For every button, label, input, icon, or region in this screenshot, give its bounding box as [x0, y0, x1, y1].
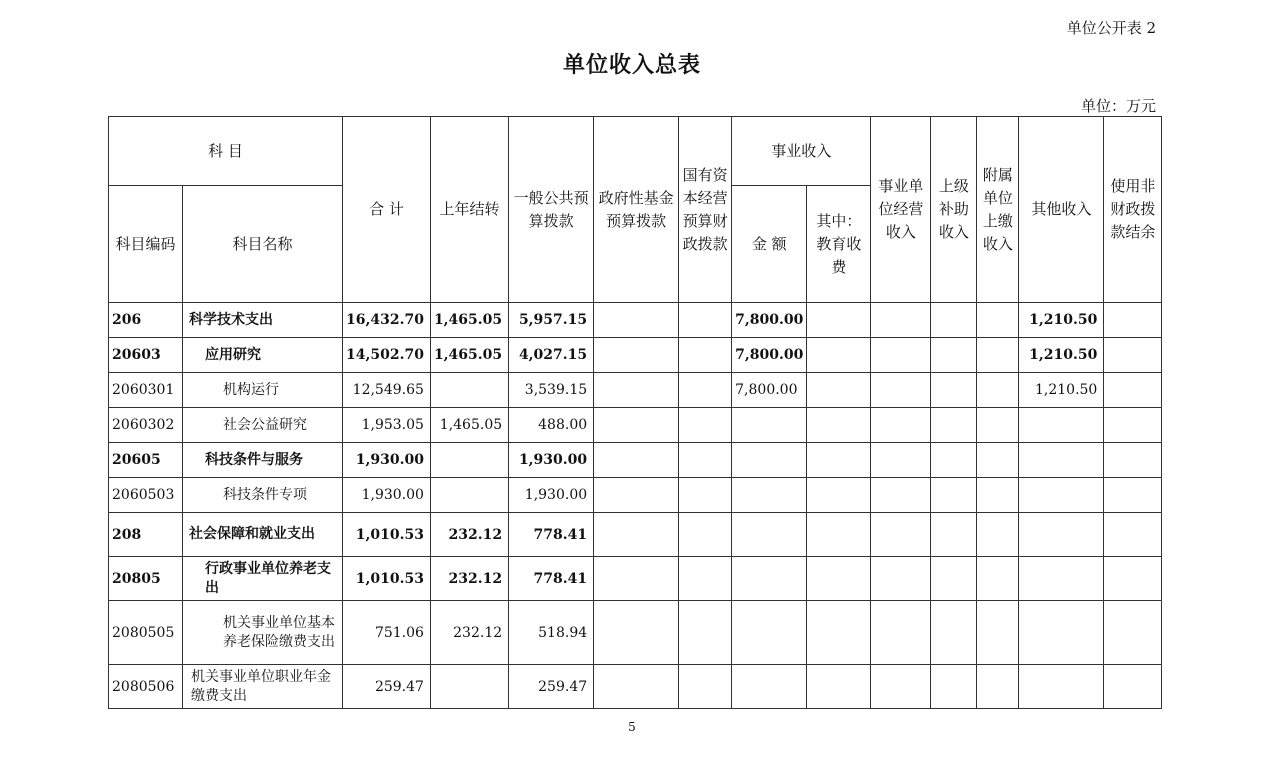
cell-state-capital [679, 513, 732, 557]
cell-general: 5,957.15 [509, 303, 594, 338]
document-label: 单位公开表 2 [1066, 19, 1156, 37]
cell-affiliated [977, 601, 1019, 665]
header-superior-subsidy: 上级补助收入 [931, 117, 977, 303]
income-summary-table [108, 116, 1162, 709]
cell-name: 科技条件与服务 [183, 443, 343, 478]
cell-edu-fee [807, 303, 871, 338]
cell-affiliated [977, 665, 1019, 709]
page-title: 单位收入总表 [562, 53, 701, 78]
cell-superior [931, 408, 977, 443]
table-header [109, 117, 1162, 303]
cell-state-capital [679, 408, 732, 443]
header-amount: 金 额 [732, 186, 807, 303]
cell-carryover [430, 665, 508, 709]
cell-state-capital [679, 303, 732, 338]
header-non-fiscal-balance: 使用非财政拨款结余 [1104, 117, 1162, 303]
table-row [109, 373, 1162, 408]
cell-operating [871, 557, 931, 601]
cell-operating [871, 665, 931, 709]
cell-general: 778.41 [509, 557, 594, 601]
header-subject: 科 目 [109, 117, 343, 186]
cell-edu-fee [807, 408, 871, 443]
cell-state-capital [679, 443, 732, 478]
cell-general: 778.41 [509, 513, 594, 557]
cell-gov-fund [594, 601, 679, 665]
header-code: 科目编码 [109, 186, 183, 303]
cell-name: 科学技术支出 [183, 303, 343, 338]
cell-name: 行政事业单位养老支出 [183, 557, 343, 601]
cell-carryover: 1,465.05 [430, 408, 508, 443]
cell-affiliated [977, 557, 1019, 601]
cell-state-capital [679, 557, 732, 601]
table-row [109, 665, 1162, 709]
cell-edu-fee [807, 557, 871, 601]
cell-carryover: 232.12 [430, 513, 508, 557]
header-total: 合 计 [343, 117, 431, 303]
cell-affiliated [977, 443, 1019, 478]
cell-other: 1,210.50 [1019, 338, 1104, 373]
cell-carryover: 232.12 [430, 601, 508, 665]
cell-other [1019, 513, 1104, 557]
cell-total: 751.06 [343, 601, 431, 665]
cell-edu-fee [807, 478, 871, 513]
table-row [109, 478, 1162, 513]
cell-name: 机关事业单位职业年金缴费支出 [183, 665, 343, 709]
cell-operating [871, 373, 931, 408]
cell-total: 16,432.70 [343, 303, 431, 338]
cell-balance [1104, 478, 1162, 513]
cell-amount [732, 478, 807, 513]
cell-balance [1104, 513, 1162, 557]
cell-carryover [430, 478, 508, 513]
cell-state-capital [679, 601, 732, 665]
cell-affiliated [977, 408, 1019, 443]
cell-superior [931, 513, 977, 557]
cell-superior [931, 443, 977, 478]
cell-carryover: 1,465.05 [430, 338, 508, 373]
cell-amount [732, 513, 807, 557]
cell-general: 488.00 [509, 408, 594, 443]
cell-total: 259.47 [343, 665, 431, 709]
cell-other [1019, 557, 1104, 601]
cell-other [1019, 601, 1104, 665]
cell-amount [732, 443, 807, 478]
cell-operating [871, 513, 931, 557]
cell-other [1019, 665, 1104, 709]
cell-state-capital [679, 373, 732, 408]
cell-general: 1,930.00 [509, 478, 594, 513]
cell-edu-fee [807, 338, 871, 373]
header-state-capital: 国有资本经营预算财政拨款 [679, 117, 732, 303]
cell-balance [1104, 665, 1162, 709]
cell-code: 2060301 [109, 373, 183, 408]
cell-superior [931, 665, 977, 709]
cell-operating [871, 601, 931, 665]
cell-gov-fund [594, 443, 679, 478]
cell-other [1019, 408, 1104, 443]
cell-gov-fund [594, 513, 679, 557]
table-row [109, 601, 1162, 665]
cell-operating [871, 408, 931, 443]
cell-total: 1,010.53 [343, 513, 431, 557]
cell-affiliated [977, 338, 1019, 373]
header-edu-fee: 其中：教育收费 [807, 186, 871, 303]
table-body [109, 303, 1162, 709]
cell-code: 2080506 [109, 665, 183, 709]
header-gov-fund: 政府性基金预算拨款 [594, 117, 679, 303]
cell-total: 12,549.65 [343, 373, 431, 408]
header-name: 科目名称 [183, 186, 343, 303]
cell-balance [1104, 303, 1162, 338]
cell-carryover: 232.12 [430, 557, 508, 601]
table-row [109, 303, 1162, 338]
cell-code: 20603 [109, 338, 183, 373]
cell-amount [732, 665, 807, 709]
cell-amount: 7,800.00 [732, 373, 807, 408]
cell-name: 机构运行 [183, 373, 343, 408]
cell-name: 机关事业单位基本养老保险缴费支出 [183, 601, 343, 665]
header-general-budget: 一般公共预算拨款 [509, 117, 594, 303]
cell-gov-fund [594, 408, 679, 443]
cell-general: 518.94 [509, 601, 594, 665]
cell-carryover [430, 443, 508, 478]
cell-superior [931, 303, 977, 338]
cell-edu-fee [807, 373, 871, 408]
header-affiliated-income: 附属单位上缴收入 [977, 117, 1019, 303]
cell-operating [871, 443, 931, 478]
cell-affiliated [977, 373, 1019, 408]
cell-affiliated [977, 303, 1019, 338]
cell-affiliated [977, 513, 1019, 557]
cell-gov-fund [594, 665, 679, 709]
cell-edu-fee [807, 665, 871, 709]
cell-general: 1,930.00 [509, 443, 594, 478]
cell-gov-fund [594, 338, 679, 373]
header-operating-income: 事业单位经营收入 [871, 117, 931, 303]
cell-other [1019, 443, 1104, 478]
cell-operating [871, 338, 931, 373]
cell-gov-fund [594, 557, 679, 601]
cell-superior [931, 338, 977, 373]
cell-general: 4,027.15 [509, 338, 594, 373]
cell-other [1019, 478, 1104, 513]
cell-balance [1104, 443, 1162, 478]
cell-balance [1104, 338, 1162, 373]
cell-superior [931, 478, 977, 513]
cell-code: 20805 [109, 557, 183, 601]
cell-affiliated [977, 478, 1019, 513]
table-row [109, 513, 1162, 557]
cell-name: 社会公益研究 [183, 408, 343, 443]
cell-superior [931, 557, 977, 601]
cell-code: 2080505 [109, 601, 183, 665]
cell-balance [1104, 601, 1162, 665]
cell-other: 1,210.50 [1019, 303, 1104, 338]
header-carryover: 上年结转 [430, 117, 508, 303]
cell-carryover: 1,465.05 [430, 303, 508, 338]
cell-total: 1,010.53 [343, 557, 431, 601]
cell-gov-fund [594, 373, 679, 408]
cell-name: 应用研究 [183, 338, 343, 373]
table-row [109, 338, 1162, 373]
cell-name: 科技条件专项 [183, 478, 343, 513]
unit-label: 单位：万元 [1080, 97, 1156, 115]
cell-code: 2060503 [109, 478, 183, 513]
header-business-income: 事业收入 [732, 117, 871, 186]
cell-gov-fund [594, 478, 679, 513]
cell-code: 2060302 [109, 408, 183, 443]
cell-amount: 7,800.00 [732, 338, 807, 373]
cell-general: 3,539.15 [509, 373, 594, 408]
cell-edu-fee [807, 443, 871, 478]
cell-state-capital [679, 338, 732, 373]
table-row [109, 443, 1162, 478]
cell-balance [1104, 557, 1162, 601]
page-number: 5 [628, 720, 636, 734]
cell-total: 1,930.00 [343, 443, 431, 478]
cell-general: 259.47 [509, 665, 594, 709]
cell-code: 208 [109, 513, 183, 557]
cell-other: 1,210.50 [1019, 373, 1104, 408]
cell-edu-fee [807, 601, 871, 665]
cell-code: 206 [109, 303, 183, 338]
cell-total: 1,930.00 [343, 478, 431, 513]
cell-edu-fee [807, 513, 871, 557]
cell-amount [732, 408, 807, 443]
cell-state-capital [679, 478, 732, 513]
cell-operating [871, 478, 931, 513]
cell-amount [732, 601, 807, 665]
cell-amount: 7,800.00 [732, 303, 807, 338]
cell-balance [1104, 408, 1162, 443]
cell-state-capital [679, 665, 732, 709]
cell-carryover [430, 373, 508, 408]
cell-amount [732, 557, 807, 601]
table-row [109, 557, 1162, 601]
cell-operating [871, 303, 931, 338]
cell-balance [1104, 373, 1162, 408]
cell-name: 社会保障和就业支出 [183, 513, 343, 557]
header-other-income: 其他收入 [1019, 117, 1104, 303]
table-row [109, 408, 1162, 443]
cell-total: 14,502.70 [343, 338, 431, 373]
cell-code: 20605 [109, 443, 183, 478]
cell-total: 1,953.05 [343, 408, 431, 443]
cell-superior [931, 373, 977, 408]
cell-superior [931, 601, 977, 665]
cell-gov-fund [594, 303, 679, 338]
